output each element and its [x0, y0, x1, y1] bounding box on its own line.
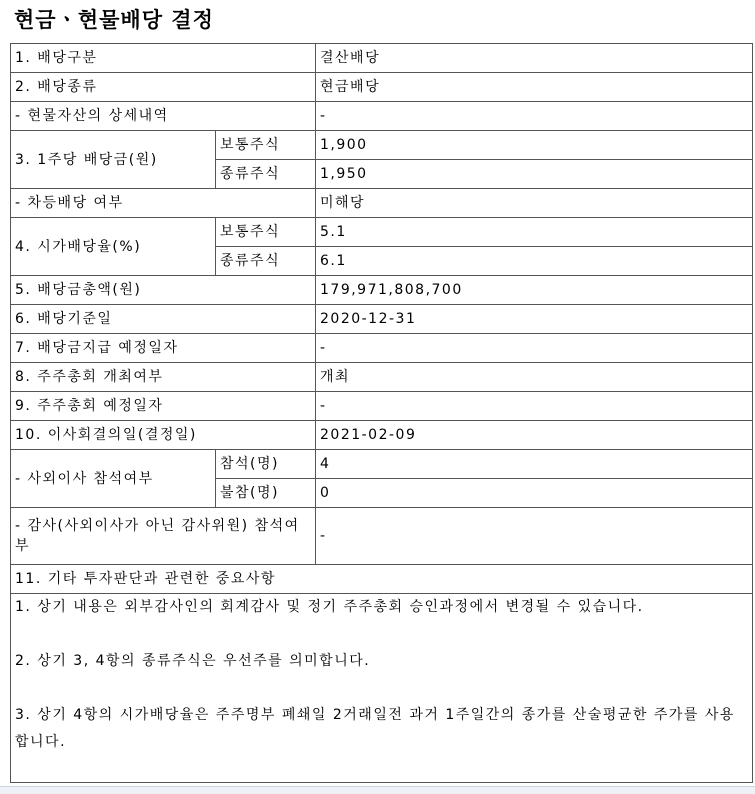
- row-sublabel: 참석(명): [216, 450, 316, 479]
- row-value: 미해당: [316, 189, 753, 218]
- table-row: [11, 594, 753, 783]
- row-value: 4: [316, 450, 753, 479]
- row-label: - 감사(사외이사가 아닌 감사위원) 참석여부: [11, 508, 316, 565]
- row-sublabel: 보통주식: [216, 131, 316, 160]
- row-label: 4. 시가배당율(%): [11, 218, 216, 276]
- section-label: 11. 기타 투자판단과 관련한 중요사항: [11, 565, 753, 594]
- row-value: 2021-02-09: [316, 421, 753, 450]
- row-value: -: [316, 334, 753, 363]
- table-row: [11, 218, 753, 247]
- row-label: 1. 배당구분: [11, 44, 316, 73]
- row-label: 5. 배당금총액(원): [11, 276, 316, 305]
- table-row: [11, 131, 753, 160]
- disclosure-table: [10, 43, 753, 783]
- row-value: 6.1: [316, 247, 753, 276]
- table-row: [11, 508, 753, 565]
- notes-cell: 1. 상기 내용은 외부감사인의 회계감사 및 정기 주주총회 승인과정에서 변경될 수 있습니다. 2. 상기 3, 4항의 종류주식은 우선주를 의미합니다. 3. 상기 4항의 시가배당율은 주주명부 폐쇄일 2거래일전 과거 1주일간의 종가를 산술평균한 주가를 사용합니다.: [11, 594, 753, 783]
- row-value: 1,900: [316, 131, 753, 160]
- table-row: [11, 450, 753, 479]
- row-value: -: [316, 102, 753, 131]
- table-row: [11, 189, 753, 218]
- row-label: 6. 배당기준일: [11, 305, 316, 334]
- table-row: [11, 421, 753, 450]
- row-value: 현금배당: [316, 73, 753, 102]
- row-value: 2020-12-31: [316, 305, 753, 334]
- row-label: - 사외이사 참석여부: [11, 450, 216, 508]
- table-row: [11, 73, 753, 102]
- row-value: 179,971,808,700: [316, 276, 753, 305]
- table-row: [11, 44, 753, 73]
- row-value: 1,950: [316, 160, 753, 189]
- table-row: [11, 565, 753, 594]
- row-sublabel: 보통주식: [216, 218, 316, 247]
- row-label: 3. 1주당 배당금(원): [11, 131, 216, 189]
- page-title: 현금ㆍ현물배당 결정: [14, 8, 214, 32]
- row-value: 5.1: [316, 218, 753, 247]
- table-row: [11, 305, 753, 334]
- row-label: 9. 주주총회 예정일자: [11, 392, 316, 421]
- row-label: - 차등배당 여부: [11, 189, 316, 218]
- table-row: [11, 276, 753, 305]
- row-value: 0: [316, 479, 753, 508]
- row-sublabel: 종류주식: [216, 160, 316, 189]
- row-sublabel: 종류주식: [216, 247, 316, 276]
- row-label: 8. 주주총회 개최여부: [11, 363, 316, 392]
- row-value: 개최: [316, 363, 753, 392]
- table-row: [11, 334, 753, 363]
- row-label: 2. 배당종류: [11, 73, 316, 102]
- table-row: [11, 392, 753, 421]
- row-value: -: [316, 508, 753, 565]
- row-value: 결산배당: [316, 44, 753, 73]
- row-label: 7. 배당금지급 예정일자: [11, 334, 316, 363]
- row-value: -: [316, 392, 753, 421]
- table-row: [11, 363, 753, 392]
- table-row: [11, 102, 753, 131]
- row-label: - 현물자산의 상세내역: [11, 102, 316, 131]
- row-label: 10. 이사회결의일(결정일): [11, 421, 316, 450]
- row-sublabel: 불참(명): [216, 479, 316, 508]
